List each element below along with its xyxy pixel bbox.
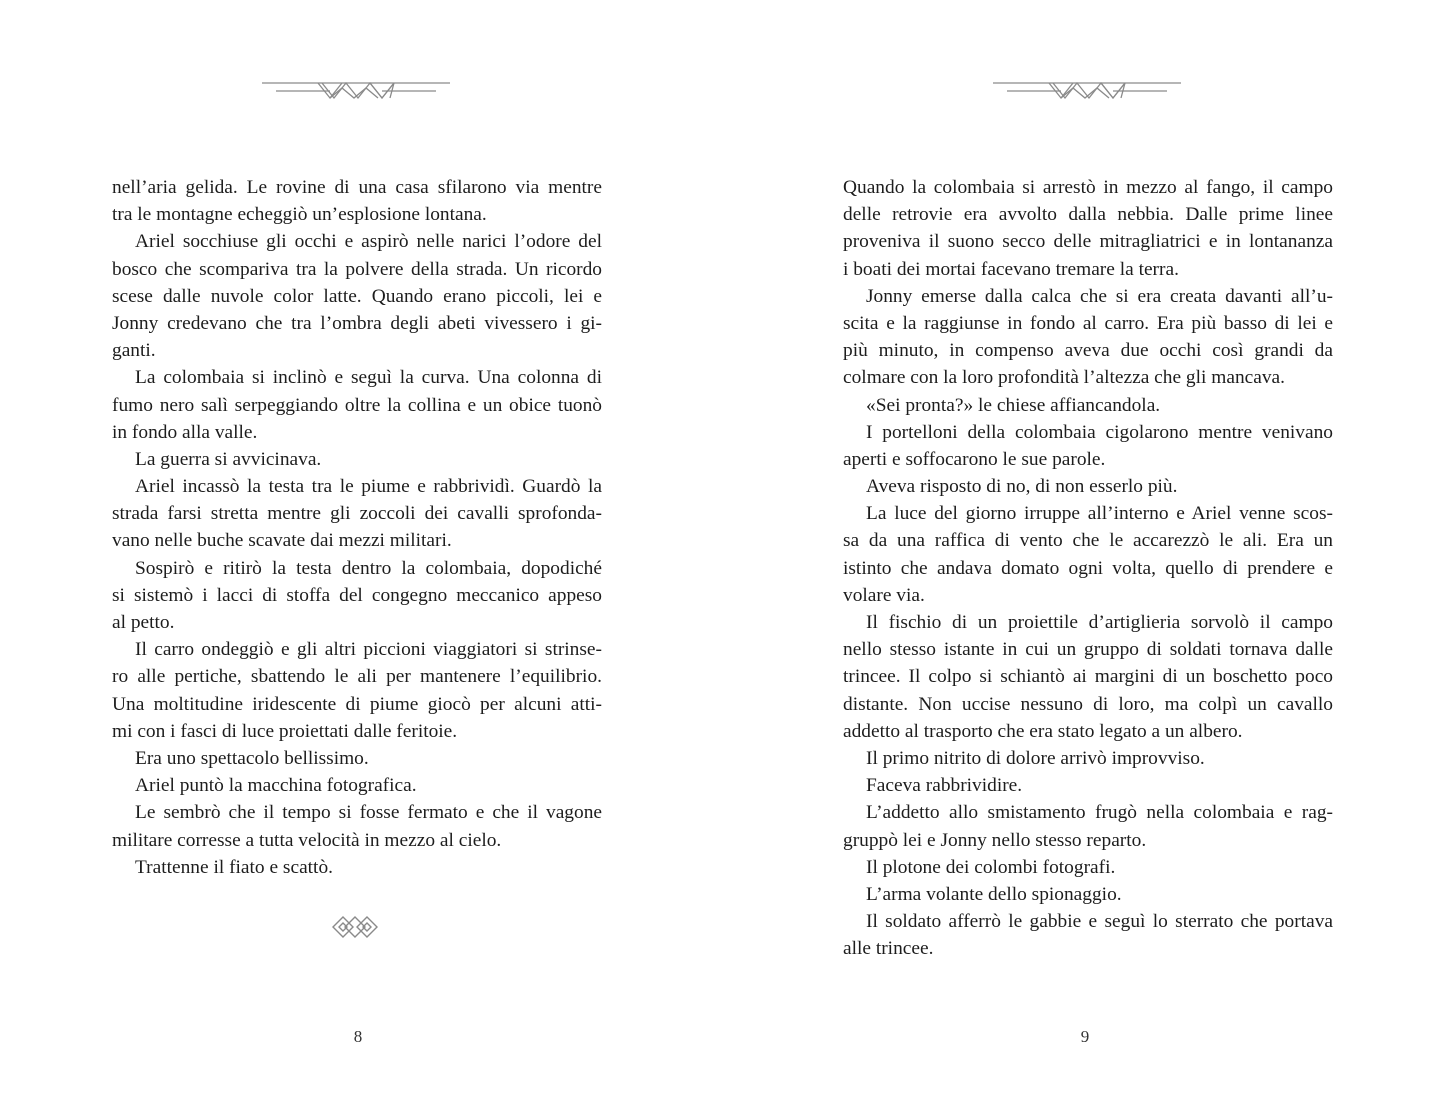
text-line: bosco che scompariva tra la polvere della strada. Un ricordo	[112, 258, 602, 280]
text-line: Il primo nitrito di dolore arrivò improvviso.	[866, 747, 1205, 769]
text-line: ganti.	[112, 340, 156, 362]
left-page-text	[112, 174, 602, 881]
text-line: Ariel incassò la testa tra le piume e rabbrividì. Guardò la	[135, 476, 602, 498]
text-line: Trattenne il fiato e scattò.	[135, 856, 333, 878]
text-line: trincee. Il colpo si schiantò ai margini di un boschetto poco	[843, 666, 1333, 688]
text-line: «Sei pronta?» le chiese affiancandola.	[866, 394, 1161, 416]
text-line: Il soldato afferrò le gabbie e seguì lo sterrato che portava	[866, 911, 1333, 933]
text-line: gruppò lei e Jonny nello stesso reparto.	[843, 829, 1147, 851]
text-line: Sospirò e ritirò la testa dentro la colombaia, dopodiché	[135, 557, 602, 579]
text-line: Una moltitudine iridescente di piume giocò per alcuni atti-	[112, 693, 602, 715]
text-line: scese dalle nuvole color latte. Quando erano piccoli, lei e	[112, 285, 602, 307]
text-line: vano nelle buche scavate dai mezzi militari.	[112, 530, 452, 552]
text-line: nello stesso istante in cui un gruppo di soldati tornava dalle	[843, 639, 1333, 661]
text-line: sa da una raffica di vento che le accarezzò le ali. Era un	[843, 530, 1333, 552]
text-line: fumo nero salì serpeggiando oltre la collina e un obice tuonò	[112, 394, 602, 416]
text-line: distante. Non uccise nessuno di loro, ma colpì un cavallo	[843, 693, 1333, 715]
text-line: La luce del giorno irruppe all’interno e Ariel venne scos-	[866, 503, 1333, 525]
text-line: mi con i fasci di luce proiettati dalle feritoie.	[112, 720, 458, 742]
left-page	[0, 0, 722, 1108]
text-line: istinto che andava domato ogni volta, quello di prendere e	[843, 557, 1333, 579]
right-page	[722, 0, 1445, 1108]
text-line: Jonny credevano che tra l’ombra degli abeti vivessero i gi-	[112, 312, 602, 334]
text-line: Era uno spettacolo bellissimo.	[135, 747, 369, 769]
text-line: scita e la raggiunse in fondo al carro. Era più basso di lei e	[843, 312, 1333, 334]
text-line: proveniva il suono secco delle mitragliatrici e in lontananza	[843, 231, 1333, 253]
page-number: 8	[353, 1027, 363, 1046]
text-line: i boati dei mortai facevano tremare la terra.	[843, 258, 1179, 280]
text-line: Il carro ondeggiò e gli altri piccioni viaggiatori si strinse-	[135, 639, 602, 661]
text-line: Faceva rabbrividire.	[866, 775, 1023, 797]
header-ornament	[991, 76, 1183, 104]
text-line: Jonny emerse dalla calca che si era creata davanti all’u-	[866, 285, 1333, 307]
text-line: strada farsi stretta mentre gli zoccoli dei cavalli sprofonda-	[112, 503, 602, 525]
text-line: Aveva risposto di no, di non esserlo più.	[866, 476, 1178, 498]
text-line: La colombaia si inclinò e seguì la curva. Una colonna di	[135, 367, 602, 389]
text-line: Quando la colombaia si arrestò in mezzo al fango, il campo	[843, 177, 1333, 198]
text-line: Ariel socchiuse gli occhi e aspirò nelle narici l’odore del	[135, 231, 602, 253]
text-line: I portelloni della colombaia cigolarono mentre venivano	[866, 421, 1333, 443]
text-line: volare via.	[843, 584, 925, 606]
text-line: Le sembrò che il tempo si fosse fermato e che il vagone	[135, 802, 602, 824]
text-line: delle retrovie era avvolto dalla nebbia. Dalle prime linee	[843, 204, 1333, 226]
text-line: ro alle pertiche, sbattendo le ali per mantenere l’equilibrio.	[112, 666, 602, 688]
text-line: La guerra si avvicinava.	[135, 448, 322, 470]
right-page-text	[843, 174, 1333, 962]
text-line: nell’aria gelida. Le rovine di una casa sfilarono via mentre	[112, 177, 602, 198]
text-line: colmare con la loro profondità l’altezza che gli mancava.	[843, 367, 1285, 389]
text-line: al petto.	[112, 612, 175, 633]
text-line: L’arma volante dello spionaggio.	[866, 883, 1122, 905]
text-line: militare corresse a tutta velocità in mezzo al cielo.	[112, 829, 502, 851]
text-line: tra le montagne echeggiò un’esplosione lontana.	[112, 204, 487, 226]
section-end-ornament	[331, 914, 381, 940]
text-line: in fondo alla valle.	[112, 421, 258, 443]
text-line: più minuto, in compenso aveva due occhi così grandi da	[843, 340, 1333, 362]
page-number: 9	[1080, 1027, 1090, 1046]
header-ornament	[260, 76, 452, 104]
text-line: Il fischio di un proiettile d’artiglieria sorvolò il campo	[866, 612, 1333, 633]
text-line: si sistemò i lacci di stoffa del congegno meccanico appeso	[112, 584, 602, 606]
text-line: aperti e soffocarono le sue parole.	[843, 448, 1106, 470]
text-line: L’addetto allo smistamento frugò nella colombaia e rag-	[866, 802, 1333, 824]
text-line: addetto al trasporto che era stato legato a un albero.	[843, 720, 1243, 742]
text-line: Ariel puntò la macchina fotografica.	[135, 775, 417, 797]
text-line: Il plotone dei colombi fotografi.	[866, 856, 1116, 878]
text-line: alle trincee.	[843, 938, 934, 960]
